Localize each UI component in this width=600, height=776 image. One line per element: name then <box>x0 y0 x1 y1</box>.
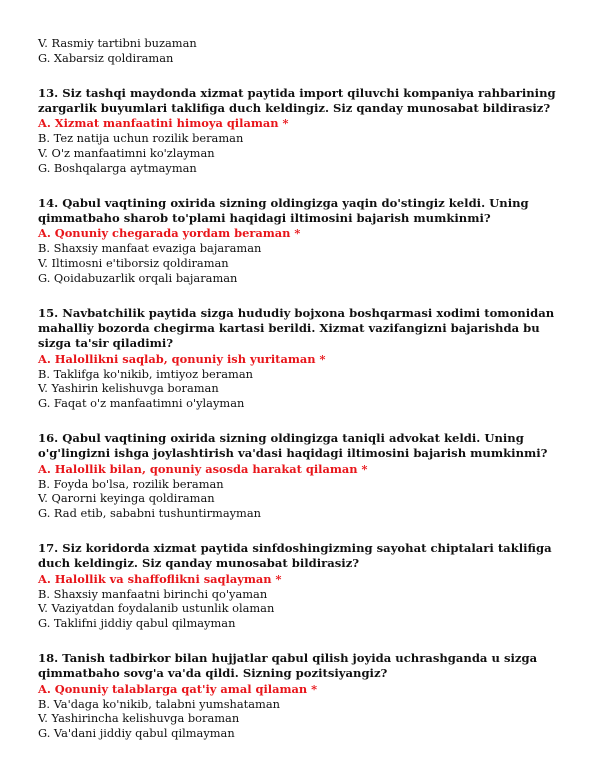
carryover-options <box>38 36 600 66</box>
correct-answer: A. Halollik bilan, qonuniy asosda harakat qilaman * <box>38 461 368 476</box>
option-text: G. Faqat o'z manfaatimni o'ylayman <box>38 396 245 411</box>
question-number: 18. <box>38 651 59 665</box>
option-text: V. Yashirin kelishuvga boraman <box>38 381 219 396</box>
option-text: G. Qoidabuzarlik orqali bajaraman <box>38 270 238 285</box>
option-text: B. Foyda bo'lsa, rozilik beraman <box>38 476 224 491</box>
question-number: 16. <box>38 431 59 445</box>
option-text: G. Taklifni jiddiy qabul qilmayman <box>38 616 236 631</box>
question-text <box>38 306 558 352</box>
question-block <box>38 431 600 521</box>
question-number: 17. <box>38 541 59 555</box>
question-text <box>38 431 558 462</box>
question-number: 14. <box>38 195 59 210</box>
option-text: B. Tez natija uchun rozilik beraman <box>38 131 244 146</box>
option-text: G. Va'dani jiddiy qabul qilmayman <box>38 726 235 741</box>
question-number: 15. <box>38 305 59 320</box>
question-block <box>38 86 600 176</box>
option-text: V. Vaziyatdan foydalanib ustunlik olaman <box>38 601 275 616</box>
question-text <box>38 196 558 227</box>
option-text: B. Va'daga ko'nikib, talabni yumshataman <box>38 696 280 711</box>
option-text: V. Qarorni keyinga qoldiraman <box>38 491 215 506</box>
correct-answer: A. Halollikni saqlab, qonuniy ish yuritaman * <box>38 351 326 366</box>
option-text: V. O'z manfaatimni ko'zlayman <box>38 146 215 160</box>
question-block <box>38 651 600 741</box>
option-text: B. Shaxsiy manfaatni birinchi qo'yaman <box>38 586 268 601</box>
option-text: G. Xabarsiz qoldiraman <box>38 50 174 65</box>
question-body: Siz tashqi maydonda xizmat paytida import qiluvchi kompaniya rahbarining zargarlik buyumlari taklifiga duch keldingiz. Siz qanday munosabat bildirasiz? <box>38 85 556 115</box>
question-body: Qabul vaqtining oxirida sizning oldingizga taniqli advokat keldi. Uning o'g'lingizni ishga joylashtirish va'dasi haqidagi iltimosini bajarish mumkinmi? <box>38 431 548 461</box>
option-text: V. Yashirincha kelishuvga boraman <box>38 711 240 726</box>
correct-answer: A. Halollik va shaffoflikni saqlayman * <box>38 571 282 586</box>
question-body: Qabul vaqtining oxirida sizning oldingizga yaqin do'stingiz keldi. Uning qimmatbaho sharob to'plami haqidagi iltimosini bajarish mumkinmi? <box>38 195 529 225</box>
question-text <box>38 86 558 117</box>
question-number: 13. <box>38 85 59 100</box>
correct-answer: A. Xizmat manfaatini himoya qilaman * <box>38 116 289 131</box>
option-text: G. Rad etib, sababni tushuntirmayman <box>38 506 261 521</box>
option-text: B. Shaxsiy manfaat evaziga bajaraman <box>38 241 262 256</box>
correct-answer: A. Qonuniy chegarada yordam beraman * <box>38 226 301 241</box>
option-text: V. Rasmiy tartibni buzaman <box>38 36 197 50</box>
question-body: Siz koridorda xizmat paytida sinfdoshingizming sayohat chiptalari taklifiga duch keldingiz. Siz qanday munosabat bildirasiz? <box>38 541 552 571</box>
correct-answer: A. Qonuniy talablarga qat'iy amal qilaman * <box>38 681 318 696</box>
option-text: V. Iltimosni e'tiborsiz qoldiraman <box>38 256 229 270</box>
question-block <box>38 541 600 631</box>
option-text: G. Boshqalarga aytmayman <box>38 160 197 175</box>
question-body: Tanish tadbirkor bilan hujjatlar qabul qilish joyida uchrashganda u sizga qimmatbaho sovg'a va'da qildi. Sizning pozitsiyangiz? <box>38 651 538 681</box>
question-body: Navbatchilik paytida sizga hududiy bojxona boshqarmasi xodimi tomonidan mahalliy bozorda chegirma kartasi berildi. Xizmat vazifangizni bajarishda bu sizga ta'sir qiladimi? <box>38 305 555 351</box>
question-text <box>38 541 558 572</box>
question-text <box>38 651 558 682</box>
question-block <box>38 196 600 286</box>
question-block <box>38 306 600 411</box>
option-text: B. Taklifga ko'nikib, imtiyoz beraman <box>38 366 253 381</box>
